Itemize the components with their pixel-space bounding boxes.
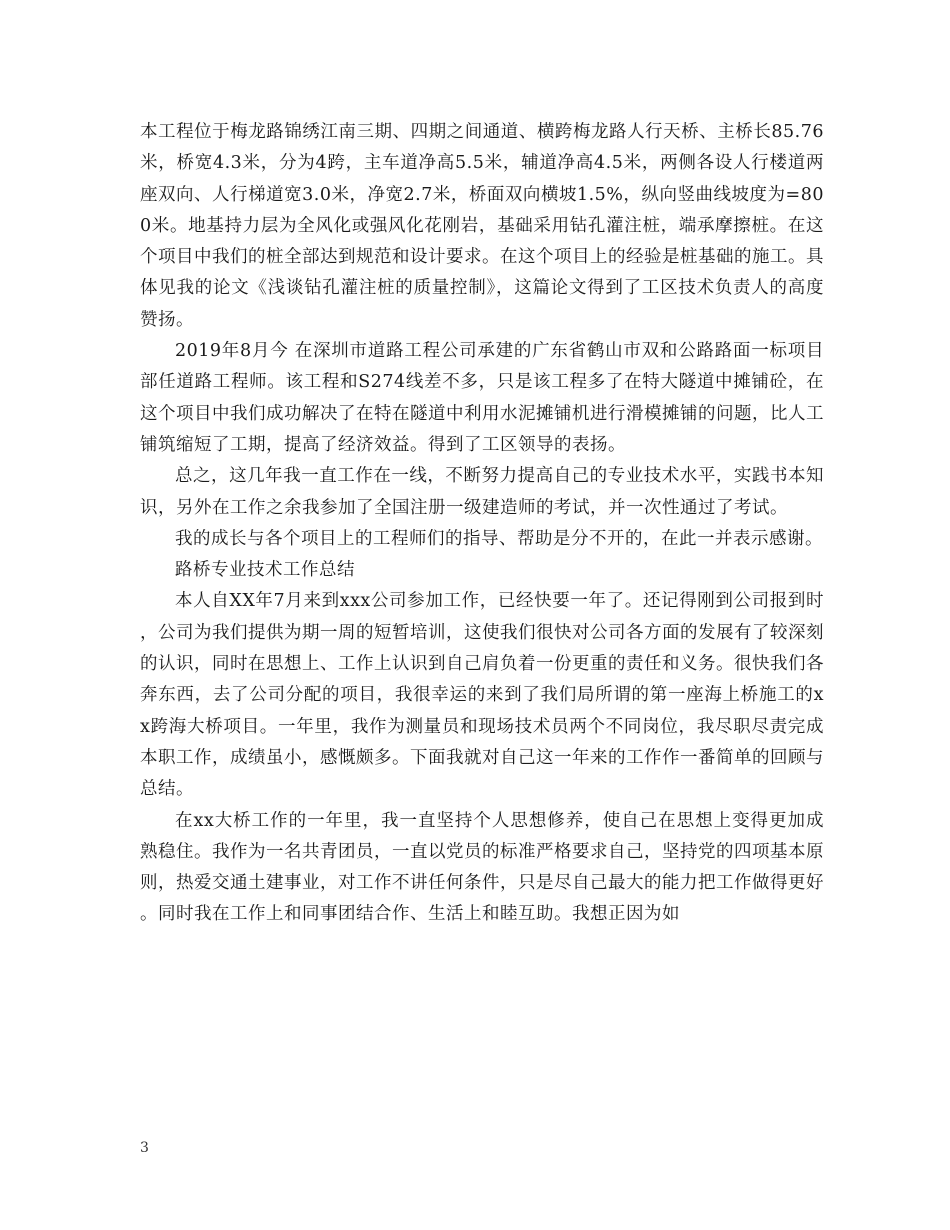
paragraph-bridge-project: 本工程位于梅龙路锦绣江南三期、四期之间通道、横跨梅龙路人行天桥、主桥长85.76米，桥宽4.3米，分为4跨，主车道净高5.5米，辅道净高4.5米，两侧各设人行楼道两座双向、人行梯道宽3.0米，净宽2.7米，桥面双向横坡1.5%，纵向竖曲线坡度为=800米。地基持力层为全风化或强风化花刚岩，基础采用钻孔灌注桩，端承摩擦桩。在这个项目中我们的桩全部达到规范和设计要求。在这个项目上的经验是桩基础的施工。具体见我的论文《浅谈钻孔灌注桩的质量控制》，这篇论文得到了工区技术负责人的高度赞扬。	[140, 122, 824, 330]
document-body	[140, 117, 824, 931]
paragraph-summary: 总之，这几年我一直工作在一线，不断努力提高自己的专业技术水平，实践书本知识，另外在工作之余我参加了全国注册一级建造师的考试，并一次性通过了考试。	[140, 466, 824, 518]
paragraph-ideology: 在xx大桥工作的一年里，我一直坚持个人思想修养，使自己在思想上变得更加成熟稳住。我作为一名共青团员，一直以党员的标准严格要求自己，坚持党的四项基本原则，热爱交通土建事业，对工作不讲任何条件，只是尽自己最大的能力把工作做得更好。同时我在工作上和同事团结合作、生活上和睦互助。我想正因为如	[140, 810, 824, 925]
section-heading: 路桥专业技术工作总结	[175, 560, 355, 581]
paragraph-thanks: 我的成长与各个项目上的工程师们的指导、帮助是分不开的，在此一并表示感谢。	[175, 528, 823, 549]
page-number: 3	[140, 1140, 149, 1156]
paragraph-intro-work: 本人自XX年7月来到xxx公司参加工作，已经快要一年了。还记得刚到公司报到时，公司为我们提供为期一周的短暂培训，这使我们很快对公司各方面的发展有了较深刻的认识，同时在思想上、工作上认识到自己肩负着一份更重的责任和义务。很快我们各奔东西，去了公司分配的项目，我很幸运的来到了我们局所谓的第一座海上桥施工的xx跨海大桥项目。一年里，我作为测量员和现场技术员两个不同岗位，我尽职尽责完成本职工作，成绩虽小，感慨颇多。下面我就对自己这一年来的工作作一番简单的回顾与总结。	[140, 591, 824, 800]
paragraph-heshan-road-project: 2019年8月今 在深圳市道路工程公司承建的广东省鹤山市双和公路路面一标项目部任道路工程师。该工程和S274线差不多，只是该工程多了在特大隧道中摊铺砼，在这个项目中我们成功解决了在特在隧道中利用水泥摊铺机进行滑模摊铺的问题，比人工铺筑缩短了工期，提高了经济效益。得到了工区领导的表扬。	[140, 341, 824, 455]
